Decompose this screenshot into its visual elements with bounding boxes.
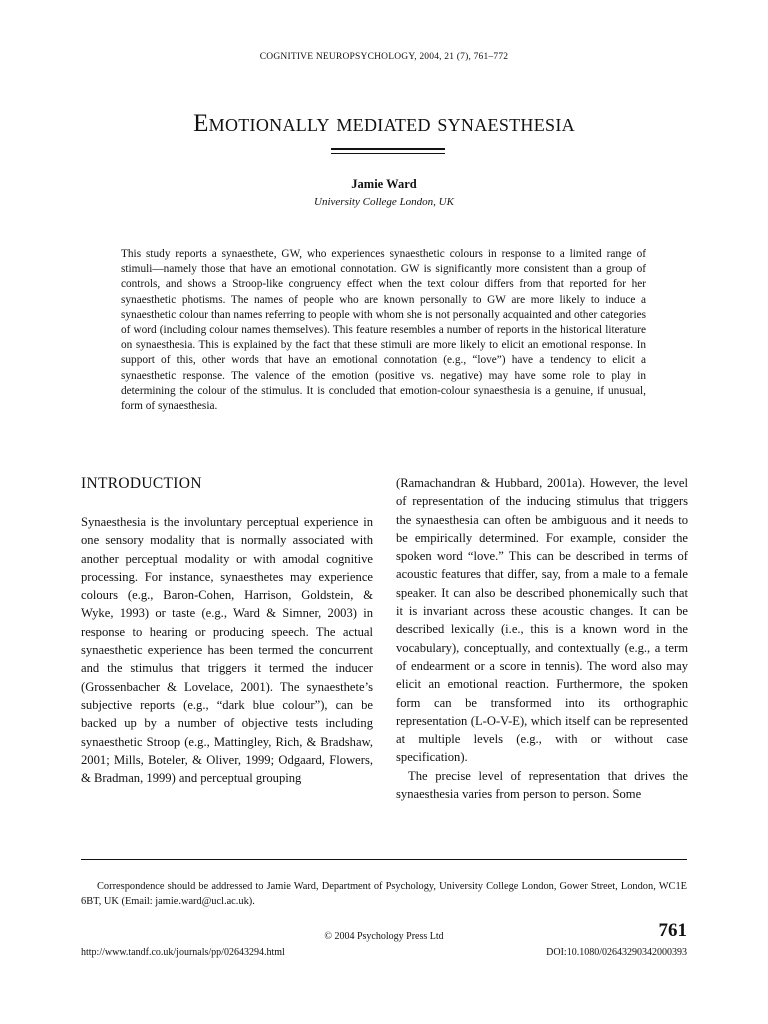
abstract: This study reports a synaesthete, GW, who experiences synaesthetic colours in response to a limited range of stimuli—namely those that have an emotional connotation. GW is significantly more consistent than a group of controls, and shows a Stroop-like congruency effect when the text colour differs from that reported for her synaesthetic photisms. The names of people who are known personally to GW are more likely to induce a synaesthetic colour than names referring to people with whom she is not personally acquainted and other categories of word (including colour names themselves). This feature resembles a number of reports in the historical literature on synaesthesia. This is explained by the fact that these stimuli are more likely to elicit an emotional response. In support of this, other words that have an emotional connotation (e.g., “love”) have a tendency to elicit a synaesthetic response. The valence of the emotion (positive vs. negative) may have some role to play in determining the colour of the stimulus. It is concluded that emotion-colour synaesthesia is a genuine, if unusual, form of synaesthesia.: [121, 248, 646, 413]
title-divider: [331, 148, 445, 154]
author-name: Jamie Ward: [351, 177, 417, 191]
intro-paragraph-2: The precise level of representation that drives the synaesthesia varies from person to person. Some: [396, 768, 688, 802]
section-heading-introduction: INTRODUCTION: [81, 475, 202, 492]
intro-paragraph-1-continued: (Ramachandran & Hubbard, 2001a). However, the level of representation of the inducing stimulus that triggers the synaesthesia can often be ambiguous and it needs to be empirically determined. For example, consider the spoken word “love.” This can be described in terms of acoustic features that differ, say, from a male to a female speaker. It can also be described phonemically such that it is invariant across these acoustic changes. It can be described lexically (i.e., this is a known word in the vocabulary), conceptually, and contextually (e.g., a term of endearment or a score in tennis). The word also may elicit an emotional reaction. Furthermore, the spoken form can be transformed into its orthographic representation (L-O-V-E), which itself can be represented at multiple levels (e.g., with or without case specification).: [396, 476, 688, 765]
footnote-divider: [81, 859, 687, 860]
author-affiliation: University College London, UK: [314, 196, 454, 208]
intro-paragraph-1: Synaesthesia is the involuntary perceptual experience in one sensory modality that is normally associated with another perceptual modality or with amodal cognitive processing. For instance, synaesthetes may experience colours (e.g., Baron-Cohen, Harrison, Goldstein, & Wyke, 1993) or taste (e.g., Ward & Simner, 2003) in response to hearing or producing speech. The actual synaesthetic experience has been termed the concurrent and the stimulus that triggers it termed the inducer (Grossenbacher & Lovelace, 2001). The synaesthete’s subjective reports (e.g., “dark blue colour”), can be backed up by a number of objective tests including synaesthetic Stroop (e.g., Mattingley, Rich, & Bradshaw, 2001; Mills, Boteler, & Oliver, 1999; Odgaard, Flowers, & Bradman, 1999) and perceptual grouping: [81, 515, 373, 786]
journal-url-link[interactable]: http://www.tandf.co.uk/journals/pp/02643294.html: [81, 947, 285, 958]
page-number: 761: [658, 920, 687, 941]
journal-header: COGNITIVE NEUROPSYCHOLOGY, 2004, 21 (7), 761–772: [259, 52, 509, 62]
copyright-notice: © 2004 Psychology Press Ltd: [324, 931, 444, 942]
correspondence-note: Correspondence should be addressed to Jamie Ward, Department of Psychology, University College London, Gower Street, London, WC1E 6BT, UK (Email: jamie.ward@ucl.ac.uk).: [81, 881, 687, 907]
article-title: Emotionally mediated synaesthesia: [193, 110, 575, 137]
right-column: [396, 474, 688, 803]
doi-identifier: DOI:10.1080/02643290342000393: [546, 947, 687, 958]
left-column: [81, 474, 373, 787]
